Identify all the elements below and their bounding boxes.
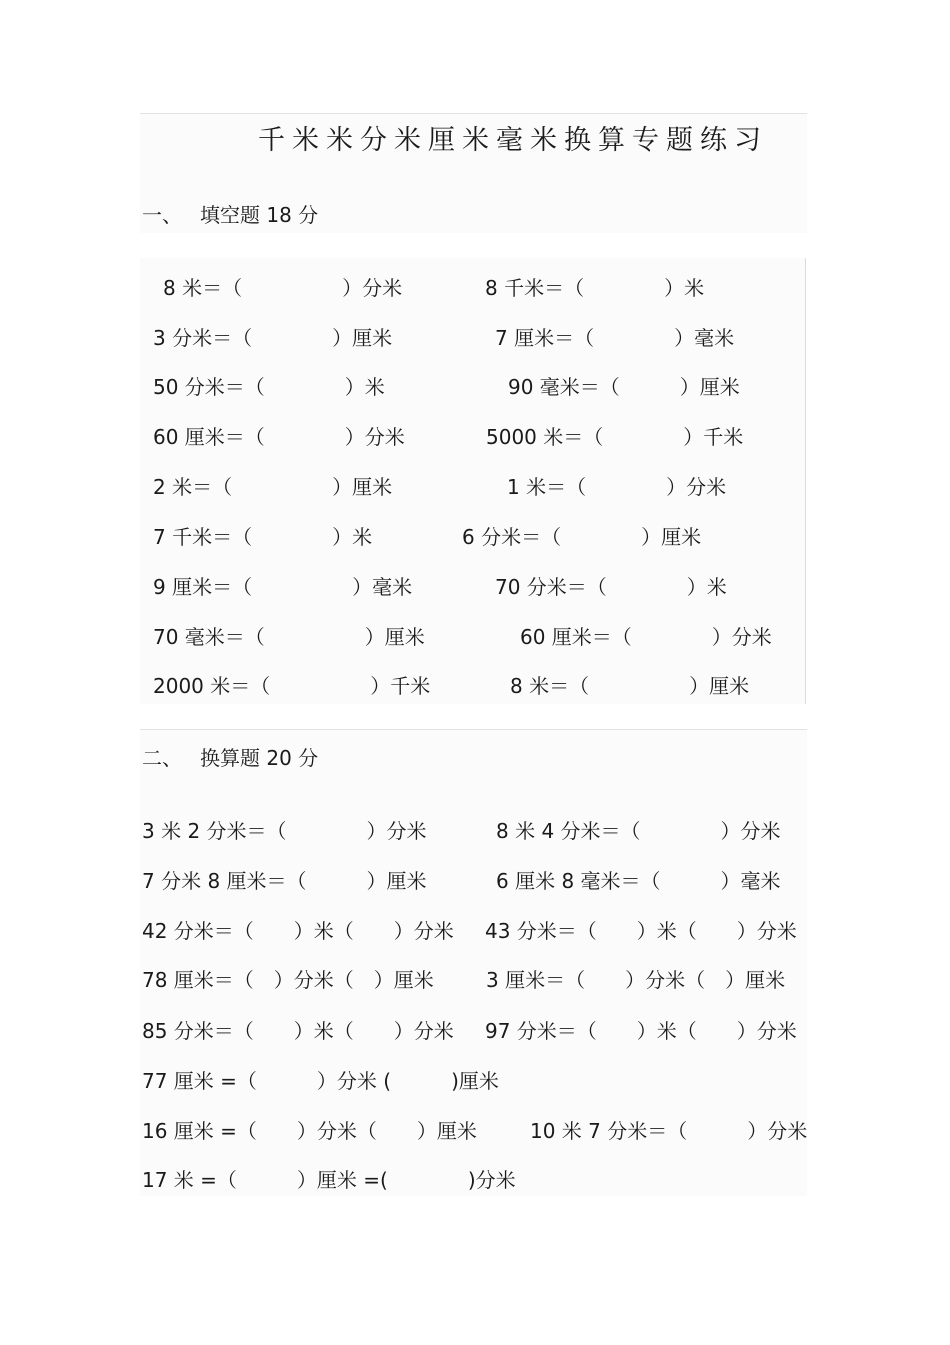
section1-label: 填空题 18 分 [200, 203, 319, 227]
question: 60 厘米＝（ ）分米 [520, 625, 772, 649]
section2-label: 换算题 20 分 [200, 746, 319, 770]
section2-heading [142, 742, 318, 771]
section2-rule [140, 729, 807, 730]
question: 7 厘米＝（ ）毫米 [495, 326, 735, 350]
section1-number: 一、 [142, 203, 182, 227]
question: 17 米 =（ ）厘米 =( )分米 [142, 1168, 516, 1192]
question: 6 分米＝（ ）厘米 [462, 525, 702, 549]
question: 3 分米＝（ ）厘米 [153, 326, 393, 350]
question: 8 米＝（ ）分米 [163, 276, 403, 300]
question: 70 分米＝（ ）米 [495, 575, 727, 599]
question: 60 厘米＝（ ）分米 [153, 425, 405, 449]
question: 90 毫米＝（ ）厘米 [508, 375, 740, 399]
section1-right-border [805, 258, 806, 704]
question: 7 分米 8 厘米＝（ ）厘米 [142, 869, 427, 893]
question: 2 米＝（ ）厘米 [153, 475, 393, 499]
question: 10 米 7 分米＝（ ）分米 [530, 1119, 808, 1143]
question: 43 分米＝（ ）米（ ）分米 [485, 919, 797, 943]
question: 8 千米＝（ ）米 [485, 276, 705, 300]
question: 3 米 2 分米＝（ ）分米 [142, 819, 427, 843]
page-title: 千米米分米厘米毫米换算专题练习 [258, 125, 768, 156]
question: 7 千米＝（ ）米 [153, 525, 373, 549]
question: 77 厘米 =（ ）分米 ( )厘米 [142, 1069, 499, 1093]
question: 85 分米＝（ ）米（ ）分米 [142, 1019, 454, 1043]
question: 70 毫米＝（ ）厘米 [153, 625, 425, 649]
question: 50 分米＝（ ）米 [153, 375, 385, 399]
question: 78 厘米＝（ ）分米（ ）厘米 [142, 968, 434, 992]
section2-number: 二、 [142, 746, 182, 770]
top-rule [140, 113, 807, 114]
question: 2000 米＝（ ）千米 [153, 674, 431, 698]
question: 8 米 4 分米＝（ ）分米 [496, 819, 781, 843]
question: 16 厘米 =（ ）分米（ ）厘米 [142, 1119, 477, 1143]
question: 6 厘米 8 毫米＝（ ）毫米 [496, 869, 781, 893]
question: 8 米＝（ ）厘米 [510, 674, 750, 698]
question: 42 分米＝（ ）米（ ）分米 [142, 919, 454, 943]
section1-heading [142, 199, 318, 228]
question: 97 分米＝（ ）米（ ）分米 [485, 1019, 797, 1043]
question: 3 厘米＝（ ）分米（ ）厘米 [486, 968, 786, 992]
question: 9 厘米＝（ ）毫米 [153, 575, 413, 599]
question: 1 米＝（ ）分米 [507, 475, 727, 499]
question: 5000 米＝（ ）千米 [486, 425, 744, 449]
